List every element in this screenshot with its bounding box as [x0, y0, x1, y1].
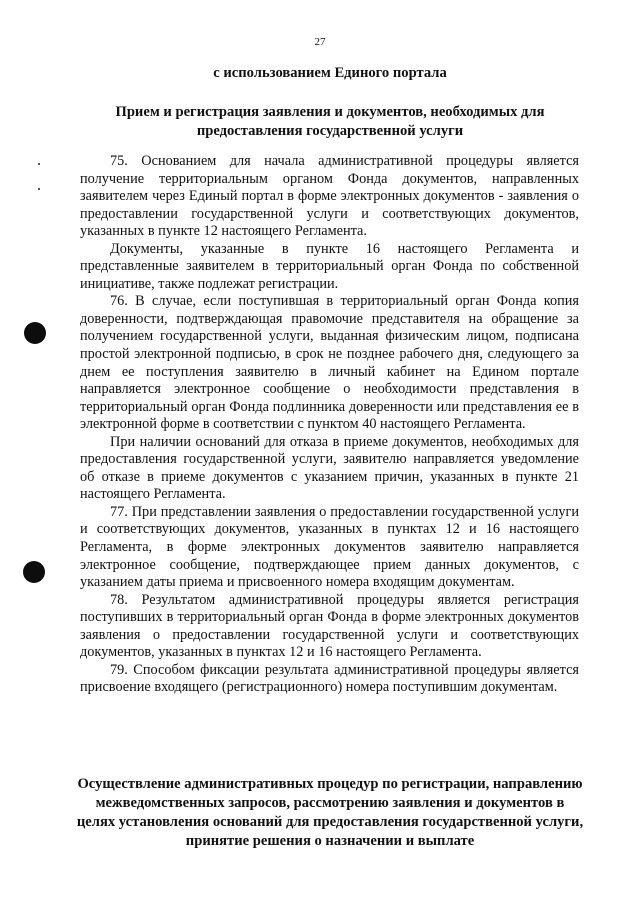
scan-speck — [38, 163, 40, 165]
document-body — [80, 153, 579, 697]
section-heading-reception: Прием и регистрация заявления и документов, необходимых для предоставления государственной услуги — [115, 104, 545, 139]
page-number: 27 — [314, 36, 326, 48]
paragraph-79: 79. Способом фиксации результата административной процедуры является присвоение входящего (регистрационного) номера поступившим документам. — [80, 661, 579, 696]
punch-hole-mark — [23, 561, 45, 583]
punch-hole-mark — [24, 322, 46, 344]
scan-speck — [38, 188, 40, 190]
paragraph-77: 77. При представлении заявления о предоставлении государственной услуги и соответствующих документов, указанных в пунктах 12 и 16 настоящего Регламента, в форме электронных документов заявителю направляется электронное сообщение, подтверждающее прием данных документов, с указанием даты приема и присвоенного номера входящим документам. — [80, 503, 579, 591]
section-heading-continuation: с использованием Единого портала — [213, 65, 447, 81]
paragraph-78: 78. Результатом административной процедуры является регистрация поступивших в территориальный орган Фонда в форме электронных документов заявления о предоставлении государственной услуги и соответствующих документов, указанных в пунктах 12 и 16 настоящего Регламента. — [80, 591, 579, 661]
paragraph-documents: Документы, указанные в пункте 16 настоящего Регламента и представленные заявителем в территориальный орган Фонда по собственной инициативе, также подлежат регистрации. — [80, 240, 579, 292]
paragraph-76: 76. В случае, если поступившая в территориальный орган Фонда копия доверенности, подтверждающая правомочие представителя на обращение за получением государственной услуги, выданная физическим лицом, подписана простой электронной подписью, в срок не позднее рабочего дня, следующего за днем ее поступления заявителю в личный кабинет на Едином портале направляется электронное сообщение о необходимости представления в территориальный орган Фонда подлинника доверенности или представления ее в электронной форме в соответствии с пунктом 40 настоящего Регламента. — [80, 293, 579, 433]
paragraph-refusal: При наличии оснований для отказа в приеме документов, необходимых для предоставления государственной услуги, заявителю направляется уведомление об отказе в приеме документов с указанием причин, указанных в пункте 21 настоящего Регламента. — [80, 433, 579, 503]
paragraph-75: 75. Основанием для начала административной процедуры является получение территориальным органом Фонда документов, направленных заявителем через Единый портал в форме электронных документов - заявления о предоставлении государственной услуги и соответствующих документов, указанных в пункте 12 настоящего Регламента. — [80, 153, 579, 240]
section-heading-procedures: Осуществление административных процедур по регистрации, направлению межведомственных запросов, рассмотрению заявления и документов в целях установления оснований для предоставления государственной услуги, принятие решения о назначении и выплате — [76, 776, 584, 849]
